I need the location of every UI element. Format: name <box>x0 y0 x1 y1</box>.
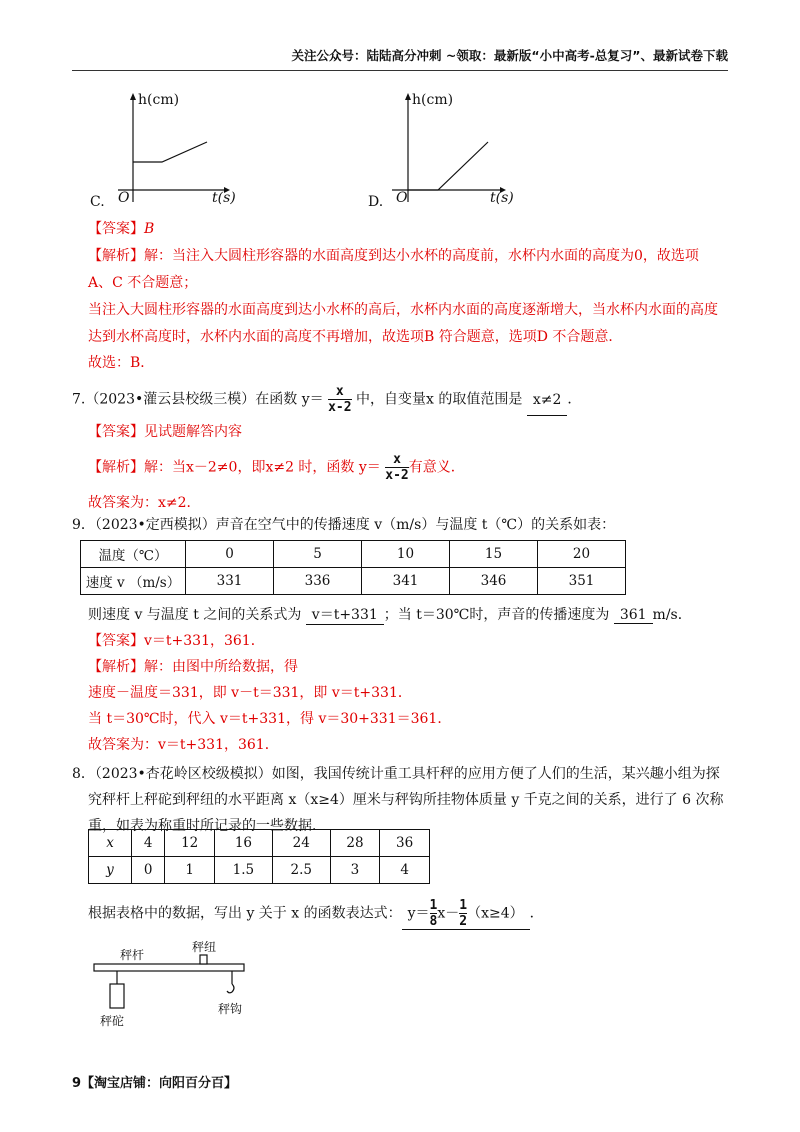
q8-stem-line-2: 究秤杆上秤砣到秤纽的水平距离 x（x≥4）厘米与秤钩所挂物体质量 y 千克之间的关系，进行了 6 次称 <box>88 792 724 808</box>
table-cell: 331 <box>186 568 274 595</box>
table-cell: 15 <box>450 541 538 568</box>
graph-c-origin: O <box>118 190 130 206</box>
q9-blank-2: 361 <box>614 607 653 624</box>
q7-frac-den: x-2 <box>328 400 352 415</box>
frac-num: 1 <box>429 898 438 913</box>
q7-analysis <box>88 452 465 483</box>
q9-analysis-line-3: 当 t＝30℃时，代入 v＝t+331，得 v＝30+331＝361． <box>88 711 452 727</box>
q7-answer <box>88 421 242 441</box>
frac-den: x-2 <box>385 468 409 483</box>
table-cell: 1.5 <box>215 857 273 884</box>
table-cell: 346 <box>450 568 538 595</box>
q6-analysis-line-2: A、C 不合题意； <box>88 275 198 291</box>
table-cell: 16 <box>215 830 273 857</box>
table-cell: x <box>89 830 132 857</box>
table-cell: 0 <box>186 541 274 568</box>
label-weight: 秤砣 <box>100 1014 125 1028</box>
q6-conclusion: 故选：B． <box>88 355 155 371</box>
table-cell: 10 <box>362 541 450 568</box>
label-arm: 秤杆 <box>120 948 145 962</box>
table-cell: 36 <box>380 830 430 857</box>
q9-q-c: m/s． <box>652 607 692 623</box>
q8-question-end: ． <box>529 905 544 922</box>
q9-stem: 9．（2023•定西模拟）声音在空气中的传播速度 v（m/s）与温度 t（℃）的关系如表： <box>72 517 616 533</box>
table-cell: 1 <box>165 857 215 884</box>
q9-analysis-line-2: 速度－温度＝331，即 v－t＝331，即 v＝t+331． <box>88 685 412 701</box>
q7-analysis-b: 有意义． <box>408 459 465 476</box>
q9-table <box>80 540 626 595</box>
q8-ans-y: y＝ <box>407 905 430 922</box>
answer-text: 见试题解答内容 <box>144 424 242 440</box>
q7-stem-a: 7.（2023•灌云县校级三模）在函数 y＝ <box>72 391 324 408</box>
q7-stem <box>72 384 581 416</box>
q8-table <box>88 829 430 884</box>
q7-fraction <box>328 384 351 415</box>
q9-conclusion: 故答案为：v＝t+331，361． <box>88 737 279 753</box>
q7-analysis-a: 解：当x－2≠0，即x≠2 时，函数 y＝ <box>144 459 381 476</box>
q9-blank-1: v＝t+331 <box>306 604 384 625</box>
q8-stem-line-1: 8．（2023•杏花岭区校级模拟）如图，我国传统计重工具杆秤的应用方便了人们的生活，某兴趣小组为探 <box>72 766 720 782</box>
q8-question <box>88 898 544 930</box>
q8-stem-line-3: 重，如表为称重时所记录的一些数据． <box>88 818 326 834</box>
answer-tag: 【答案】 <box>88 633 144 649</box>
table-cell: 341 <box>362 568 450 595</box>
q7-conclusion: 故答案为：x≠2． <box>88 495 201 511</box>
answer-tag: 【答案】 <box>88 424 144 440</box>
q8-ans-cond: （x≥4） <box>467 905 524 922</box>
table-cell: 336 <box>274 568 362 595</box>
q9-analysis-line-1 <box>88 656 298 676</box>
q6-analysis-line-3: 当注入大圆柱形容器的水面高度到达小水杯的高后，水杯内水面的高度逐渐增大，当水杯内水面的高度 <box>88 302 718 318</box>
table-cell: 28 <box>330 830 380 857</box>
table-cell: 2.5 <box>272 857 330 884</box>
option-c-label: C. <box>90 194 105 210</box>
graph-d-ylabel: h(cm) <box>412 92 454 108</box>
table-cell: 24 <box>272 830 330 857</box>
frac-den: 2 <box>459 914 468 929</box>
table-row <box>81 541 626 568</box>
label-hook: 秤钩 <box>218 1002 243 1016</box>
option-d-label: D. <box>368 194 384 210</box>
q6-analysis-line-4: 达到水杯高度时，水杯内水面的高度不再增加，故选项B 符合题意，选项D 不合题意． <box>88 329 623 345</box>
table-cell: 4 <box>132 830 165 857</box>
table-cell: 0 <box>132 857 165 884</box>
frac-den: 8 <box>429 914 438 929</box>
table-cell: 温度（℃） <box>81 541 186 568</box>
table-cell: 20 <box>538 541 626 568</box>
table-cell: 速度 v （m/s） <box>81 568 186 595</box>
frac-num: x <box>393 452 401 467</box>
analysis-tag: 【解析】 <box>88 459 144 476</box>
graph-c-ylabel: h(cm) <box>138 92 180 108</box>
q8-question-a: 根据表格中的数据，写出 y 关于 x 的函数表达式： <box>88 905 402 922</box>
q7-frac-num: x <box>335 384 344 399</box>
analysis-text: 解：当注入大圆柱形容器的水面高度到达小水杯的高度前，水杯内水面的高度为0，故选项 <box>144 248 699 264</box>
answer-tag: 【答案】 <box>88 221 144 237</box>
table-cell: y <box>89 857 132 884</box>
answer-text: B <box>144 221 155 237</box>
q9-q-b: ；当 t＝30℃时，声音的传播速度为 <box>383 607 610 623</box>
q9-answer <box>88 630 265 650</box>
table-cell: 3 <box>330 857 380 884</box>
q7-analysis-fraction <box>385 452 408 483</box>
table-row <box>81 568 626 595</box>
q6-answer <box>88 218 154 238</box>
analysis-tag: 【解析】 <box>88 659 144 675</box>
q6-analysis-line-1 <box>88 245 699 265</box>
label-knob: 秤纽 <box>192 940 217 954</box>
graph-d-origin: O <box>396 190 408 206</box>
table-row <box>89 830 430 857</box>
graph-d-xlabel: t(s) <box>490 190 514 206</box>
q8-ans-x: x－ <box>437 905 460 922</box>
q9-q-a: 则速度 v 与温度 t 之间的关系式为 <box>88 607 302 623</box>
analysis-tag: 【解析】 <box>88 248 144 264</box>
table-cell: 12 <box>165 830 215 857</box>
q8-answer-blank <box>402 898 530 930</box>
q9-question <box>88 604 692 625</box>
table-row <box>89 857 430 884</box>
q7-stem-end: ． <box>567 391 582 408</box>
page-footer: 9【淘宝店铺：向阳百分百】 <box>72 1076 238 1091</box>
table-cell: 5 <box>274 541 362 568</box>
table-cell: 4 <box>380 857 430 884</box>
graph-c-xlabel: t(s) <box>212 190 236 206</box>
q7-blank: x≠2 <box>527 385 568 416</box>
page-header: 关注公众号：陆陆高分冲刺 ~领取：最新版“小中高考-总复习”、最新试卷下载 <box>72 46 728 71</box>
frac-num: 1 <box>459 898 468 913</box>
table-cell: 351 <box>538 568 626 595</box>
analysis-text: 解：由图中所给数据，得 <box>144 659 298 675</box>
answer-text: v＝t+331，361． <box>144 633 265 649</box>
q7-stem-b: 中，自变量x 的取值范围是 <box>356 391 523 408</box>
q8-frac-2 <box>459 898 467 929</box>
